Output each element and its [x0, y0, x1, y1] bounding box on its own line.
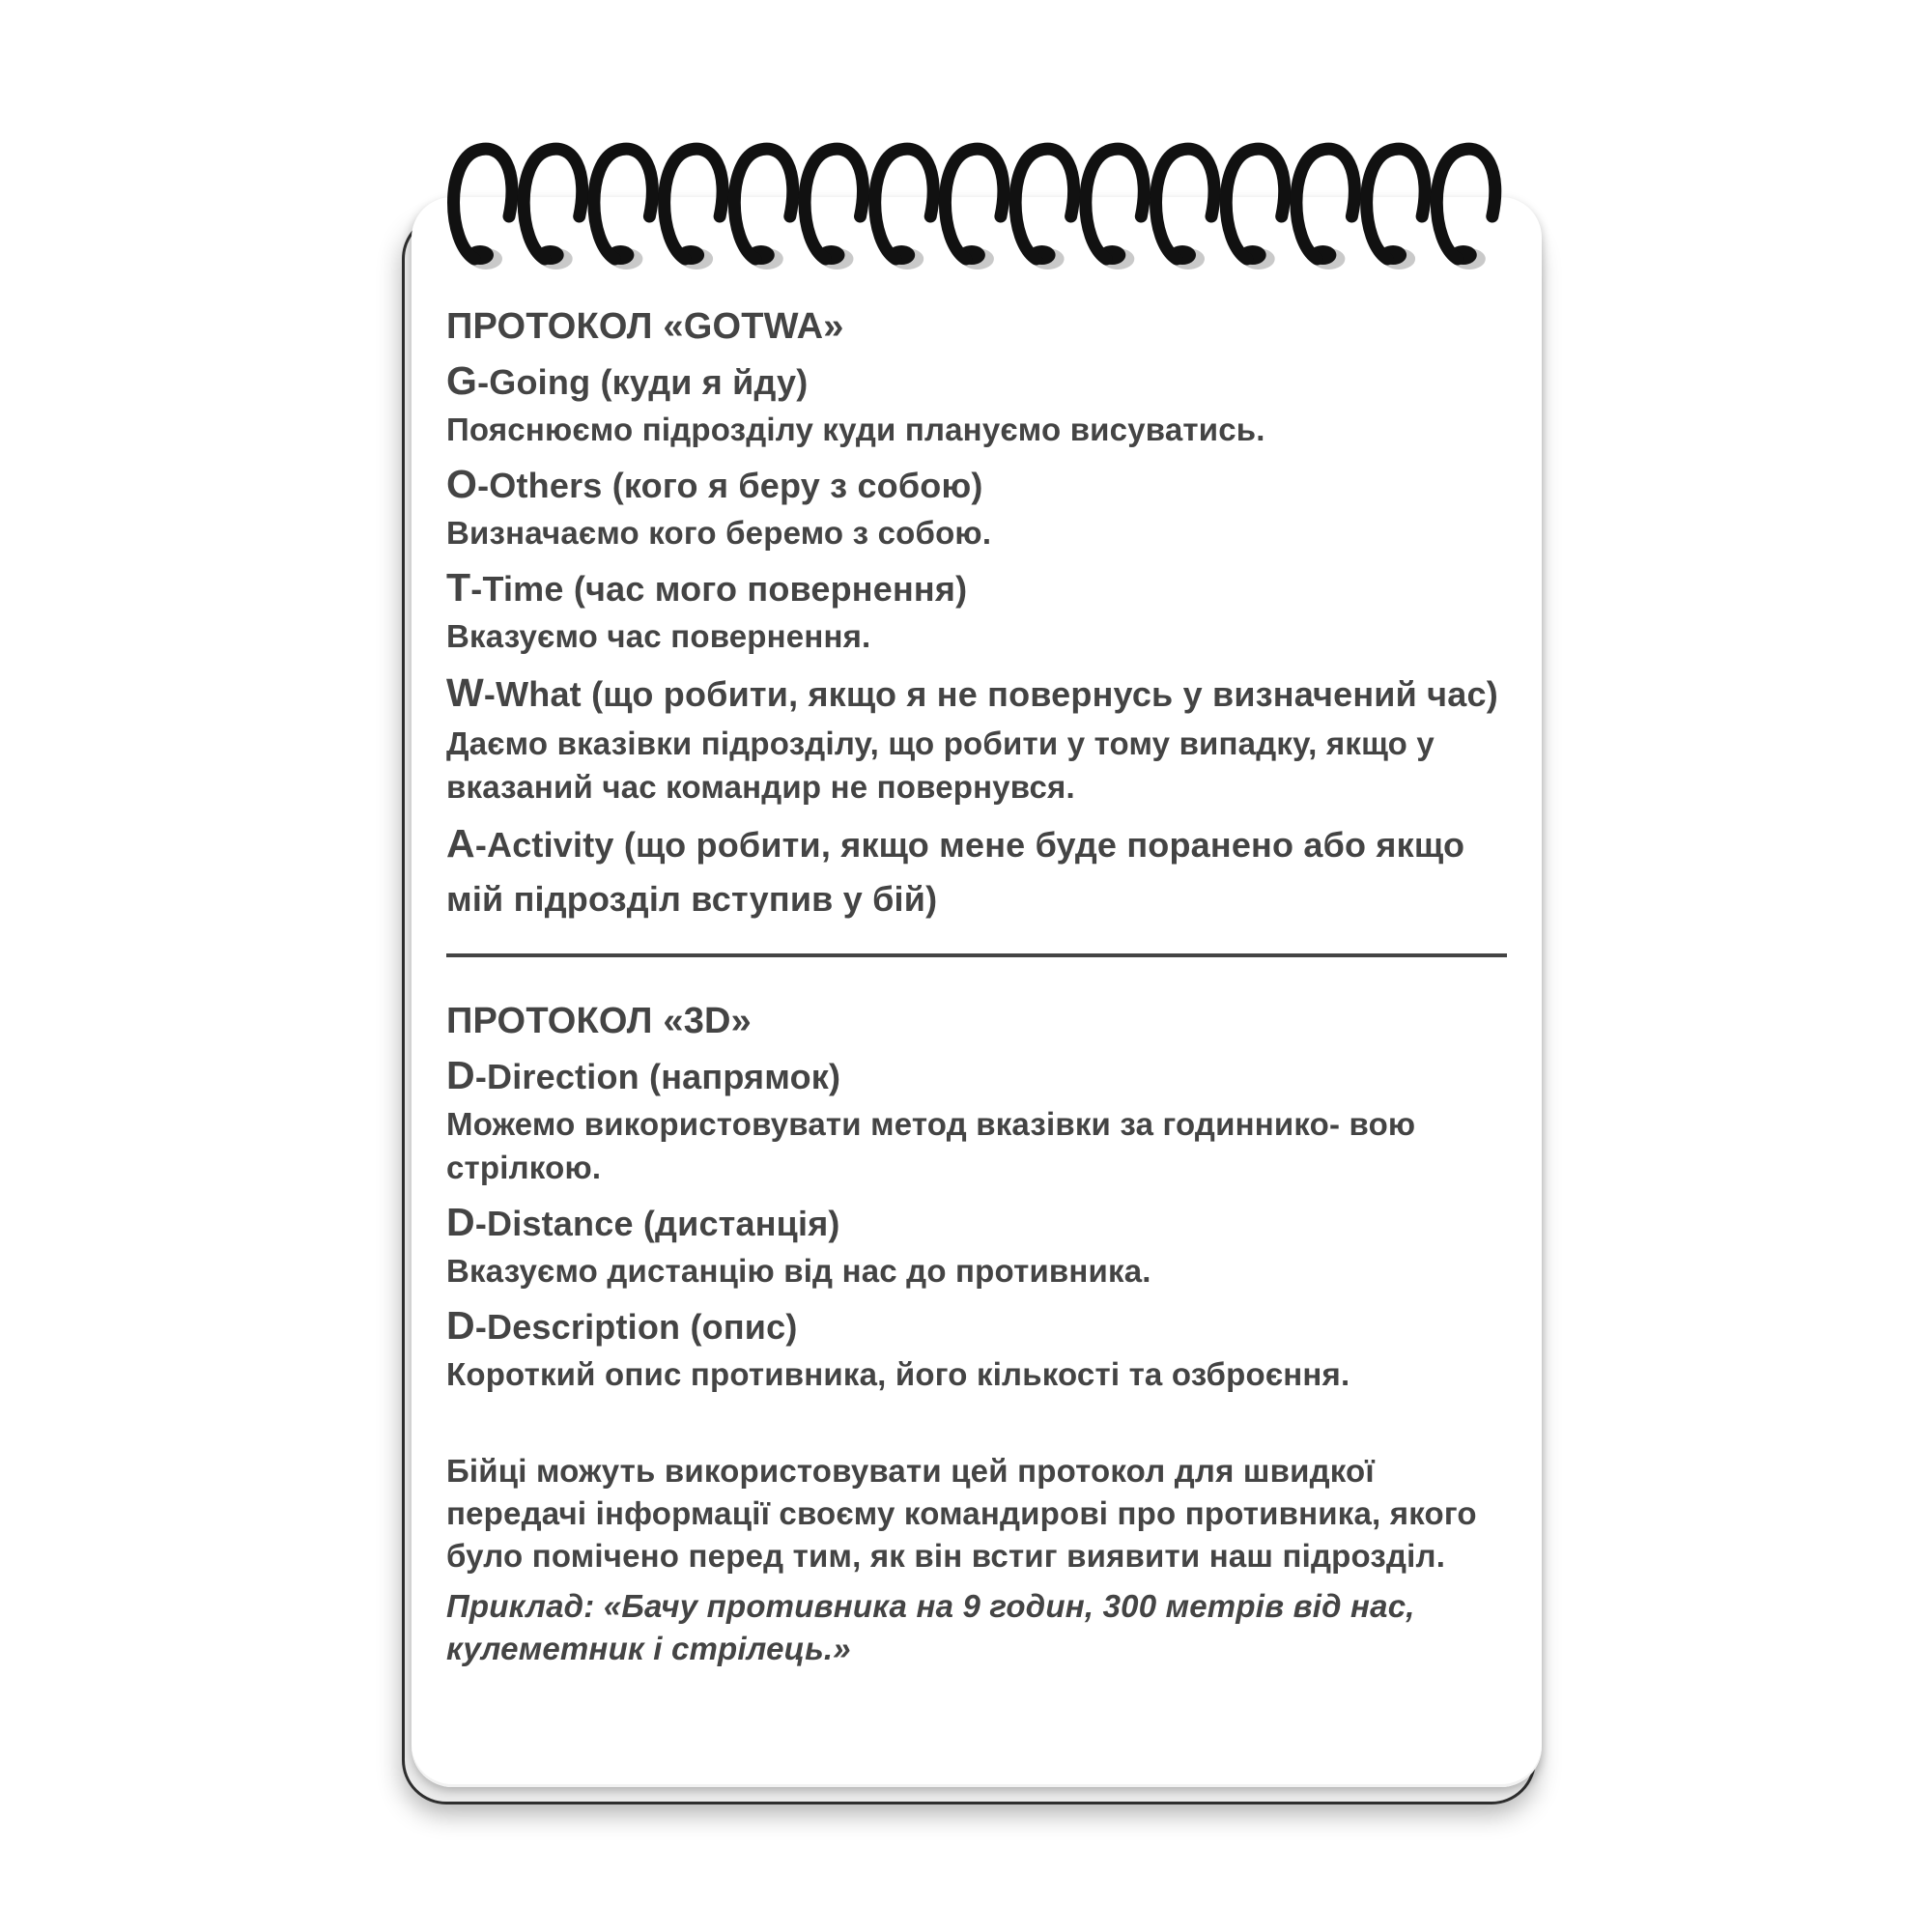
three-d-title: ПРОТОКОЛ «3D» [446, 1001, 753, 1041]
item-description: Короткий опис противника, його кількості та озброєння. [446, 1356, 1350, 1392]
item-letter: D [446, 1200, 475, 1244]
item-description: Пояснюємо підрозділу куди плануємо висуватись. [446, 412, 1265, 447]
item-heading-text: -Others (кого я беру з собою) [477, 466, 983, 505]
item-description: Вказуємо час повернення. [446, 618, 871, 654]
item-letter: T [446, 565, 471, 610]
item-heading-text: -Activity (що робити, якщо мене буде поранено або якщо мій підрозділ вступив у бій) [446, 825, 1465, 919]
item-heading [446, 562, 1509, 614]
gotwa-item-what [446, 666, 1509, 809]
three-d-item-description [446, 1300, 1509, 1396]
usage-example: Приклад: «Бачу противника на 9 годин, 300 метрів від нас, кулеметник і стрілець.» [446, 1588, 1415, 1666]
gotwa-item-going [446, 355, 1509, 451]
item-heading [446, 666, 1509, 722]
item-heading [446, 1300, 1509, 1352]
item-heading [446, 1050, 1509, 1102]
three-d-item-distance [446, 1197, 1509, 1293]
three-d-item-direction [446, 1050, 1509, 1189]
item-heading [446, 1197, 1509, 1249]
item-letter: G [446, 358, 478, 403]
usage-note: Бійці можуть використовувати цей протокол для швидкої передачі інформації своєму командирові про противника, якого було помічено перед тим, як він встиг виявити наш підрозділ. [446, 1453, 1477, 1574]
item-letter: D [446, 1053, 475, 1097]
item-letter: A [446, 821, 475, 866]
item-description: Даємо вказівки підрозділу, що робити у тому випадку, якщо у вказаний час командир не повернувся. [446, 725, 1435, 805]
item-heading-text: -What (що робити, якщо я не повернусь у визначений час) [483, 674, 1498, 714]
section-divider [446, 953, 1507, 957]
item-description: Визначаємо кого беремо з собою. [446, 515, 992, 551]
item-heading-text: -Time (час мого повернення) [470, 569, 968, 609]
item-heading-text: -Going (куди я йду) [477, 362, 809, 402]
item-letter: O [446, 462, 478, 506]
item-letter: D [446, 1303, 475, 1348]
item-heading [446, 355, 1509, 408]
gotwa-item-others [446, 459, 1509, 554]
item-heading-text: -Distance (дистанція) [474, 1204, 840, 1243]
item-heading [446, 459, 1509, 511]
item-letter: W [446, 670, 484, 715]
item-heading-text: -Direction (напрямок) [474, 1057, 841, 1096]
gotwa-item-time [446, 562, 1509, 658]
gotwa-item-activity [446, 816, 1509, 926]
item-heading-text: -Description (опис) [474, 1307, 798, 1347]
item-description: Вказуємо дистанцію від нас до противника. [446, 1253, 1151, 1289]
item-heading [446, 816, 1509, 926]
item-description: Можемо використовувати метод вказівки за годиннико- вою стрілкою. [446, 1106, 1416, 1185]
gotwa-title: ПРОТОКОЛ «GOTWA» [446, 306, 844, 347]
page-content [446, 298, 1509, 1670]
